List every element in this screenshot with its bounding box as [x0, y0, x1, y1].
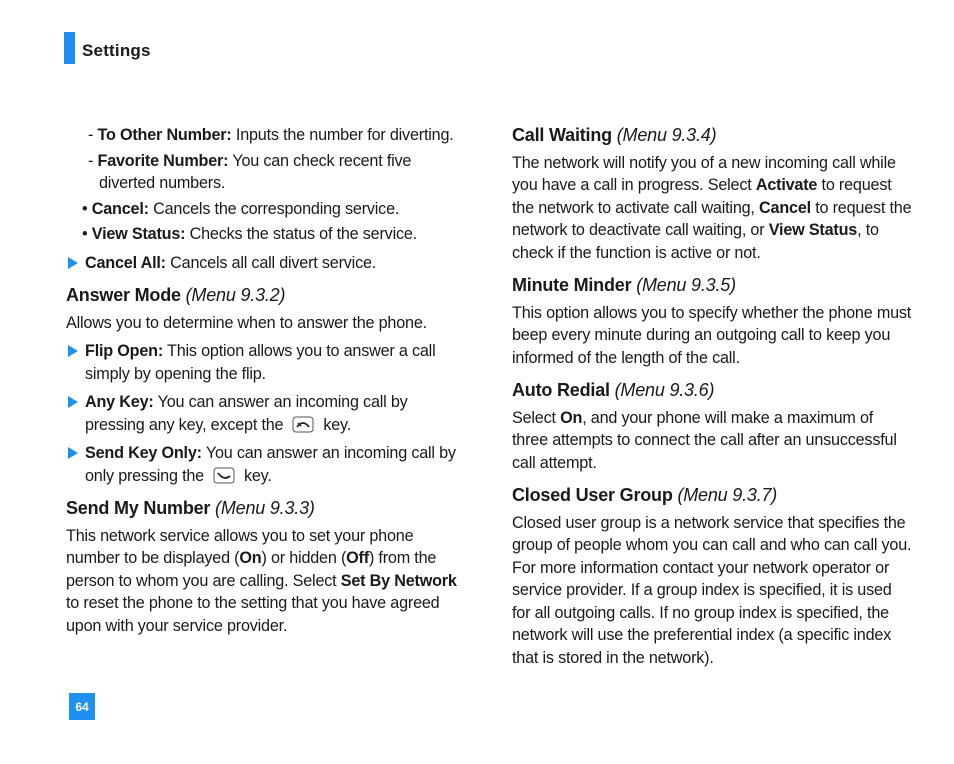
list-item-view-status: • View Status: Checks the status of the service.: [82, 225, 417, 243]
header-accent-bar: [64, 32, 75, 64]
closed-user-group-body: Closed user group is a network service that specifies the group of people whom you can call and who can call you. For more information contact your network operator or service provider. If a group index is specified, it is used for all outgoing calls. If no group index is specified, the network will use the preferential index (a specific index that is stored in the network).: [512, 513, 912, 667]
triangle-bullet-icon: [68, 396, 78, 408]
left-column: [66, 124, 466, 637]
list-item-cancel-all: Cancel All: Cancels all call divert service.: [66, 252, 466, 275]
heading-answer-mode: Answer Mode (Menu 9.3.2): [66, 285, 286, 305]
page-number: 64: [69, 693, 95, 720]
triangle-bullet-icon: [68, 257, 78, 269]
send-my-number-body: This network service allows you to set your phone number to be displayed (On) or hidden (Off) from the person to whom you are calling. Select Set By Network to reset the phone to the setting that you have agreed upon with your service provider.: [66, 526, 457, 635]
list-item-send-key-only: Send Key Only: You can answer an incoming call by only pressing the key.: [66, 442, 466, 487]
triangle-bullet-icon: [68, 345, 78, 357]
list-item-other-number: - To Other Number: Inputs the number for diverting.: [88, 126, 454, 144]
section-title: Settings: [82, 41, 151, 60]
minute-minder-body: This option allows you to specify whether the phone must beep every minute during an outgoing call to keep you informed of the length of the call.: [512, 303, 912, 367]
list-item-cancel: • Cancel: Cancels the corresponding service.: [82, 199, 400, 218]
list-item-flip-open: Flip Open: This option allows you to answer a call simply by opening the flip.: [66, 340, 466, 385]
heading-auto-redial: Auto Redial (Menu 9.3.6): [512, 380, 715, 400]
list-item-favorite-number: - Favorite Number: You can check recent five diverted numbers.: [88, 151, 412, 192]
triangle-bullet-icon: [68, 447, 78, 459]
heading-send-my-number: Send My Number (Menu 9.3.3): [66, 498, 315, 518]
list-item-any-key: Any Key: You can answer an incoming call by pressing any key, except the key.: [66, 391, 466, 436]
send-key-icon: [213, 467, 235, 484]
heading-call-waiting: Call Waiting (Menu 9.3.4): [512, 125, 717, 145]
heading-minute-minder: Minute Minder (Menu 9.3.5): [512, 275, 736, 295]
answer-mode-intro: Allows you to determine when to answer the phone.: [66, 313, 427, 332]
call-waiting-body: The network will notify you of a new incoming call while you have a call in progress. Select Activate to request the network to activate call waiting, Cancel to request the network to deactivate call waiting, or View Status, to check if the function is active or not.: [512, 153, 912, 262]
heading-closed-user-group: Closed User Group (Menu 9.3.7): [512, 485, 778, 505]
end-key-icon: [292, 416, 314, 433]
auto-redial-body: Select On, and your phone will make a maximum of three attempts to connect the call after an unsuccessful call attempt.: [512, 408, 897, 472]
right-column: [512, 124, 912, 669]
